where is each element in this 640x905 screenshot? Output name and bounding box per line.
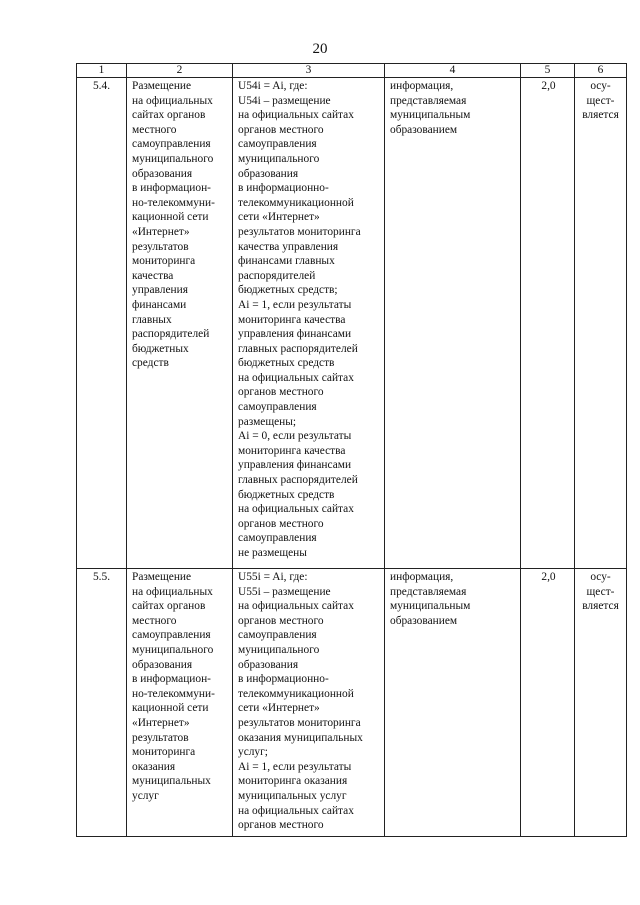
text-line: образования [238, 167, 299, 180]
text-line: на официальных сайтах [238, 600, 354, 613]
text-line: финансами главных [238, 255, 335, 268]
text-line: распорядителей [238, 269, 316, 282]
text-line: органов местного [238, 819, 324, 832]
row-number: 5.5. [77, 569, 127, 837]
text-line: Ai = 1, если результаты [238, 760, 352, 773]
criteria-table [76, 63, 627, 837]
text-line: управления финансами [238, 328, 352, 341]
text-line: самоуправления [132, 138, 211, 151]
text-line: главных [132, 313, 172, 326]
text-line: в информацион- [132, 673, 211, 686]
text-line: муниципального [238, 643, 320, 656]
text-line: бюджетных [132, 342, 189, 355]
text-line: но-телекоммуни- [132, 687, 215, 700]
text-line: главных распорядителей [238, 474, 358, 487]
column-header: 2 [127, 64, 233, 78]
calculation-formula [233, 569, 385, 837]
implementation-status [575, 569, 627, 837]
text-line: U54i – размещение [238, 94, 331, 107]
text-line: Ai = 1, если результаты [238, 298, 352, 311]
text-line: муниципальных услуг [238, 789, 347, 802]
text-line: органов местного [238, 614, 324, 627]
page-number: 20 [312, 41, 328, 57]
text-line: муниципального [238, 152, 320, 165]
text-line: муниципальным [390, 600, 471, 613]
text-line: управления [132, 284, 188, 297]
text-line: сети «Интернет» [238, 702, 320, 715]
text-line: информация, [390, 571, 454, 583]
text-line: мониторинга [132, 746, 196, 759]
text-line: образования [132, 167, 193, 180]
data-source [385, 78, 521, 569]
text-line: U54i = Ai, где: [238, 80, 308, 92]
text-line: органов местного [238, 517, 324, 530]
text-line: представляемая [390, 94, 467, 107]
text-line: мониторинга [132, 255, 196, 268]
column-header: 3 [233, 64, 385, 78]
text-line: щест- [586, 94, 615, 107]
implementation-status [575, 78, 627, 569]
data-source [385, 569, 521, 837]
text-line: осу- [590, 80, 611, 92]
text-line: муниципальных [132, 775, 211, 788]
text-line: муниципального [132, 643, 214, 656]
text-line: муниципальным [390, 109, 471, 122]
calculation-formula [233, 78, 385, 569]
table-row [77, 569, 627, 837]
text-line: кационной сети [132, 702, 209, 715]
text-line: но-телекоммуни- [132, 196, 215, 209]
text-line: самоуправления [238, 532, 317, 545]
text-line: муниципального [132, 152, 214, 165]
text-line: качества управления [238, 240, 339, 253]
text-line: щест- [586, 585, 615, 598]
column-header: 4 [385, 64, 521, 78]
text-line: мониторинга качества [238, 313, 346, 326]
text-line: в информационно- [238, 182, 329, 195]
text-line: бюджетных средств [238, 357, 335, 370]
text-line: качества [132, 269, 174, 282]
column-header: 6 [575, 64, 627, 78]
text-line: местного [132, 614, 177, 627]
text-line: самоуправления [238, 629, 317, 642]
text-line: образованием [390, 614, 458, 627]
text-line: мониторинга качества [238, 444, 346, 457]
text-line: телекоммуникационной [238, 687, 354, 700]
text-line: бюджетных средств [238, 488, 335, 501]
text-line: местного [132, 123, 177, 136]
text-line: услуг; [238, 746, 268, 759]
column-header: 5 [521, 64, 575, 78]
text-line: главных распорядителей [238, 342, 358, 355]
text-line: финансами [132, 298, 187, 311]
text-line: размещены; [238, 415, 297, 428]
table-row [77, 78, 627, 569]
text-line: на официальных сайтах [238, 804, 354, 817]
text-line: на официальных сайтах [238, 371, 354, 384]
text-line: самоуправления [238, 401, 317, 414]
text-line: телекоммуникационной [238, 196, 354, 209]
text-line: не размещены [238, 547, 307, 559]
text-line: кационной сети [132, 211, 209, 224]
text-line: результатов мониторинга [238, 716, 361, 729]
text-line: на официальных [132, 585, 213, 598]
table-header-row [77, 64, 627, 78]
text-line: сайтах органов [132, 600, 206, 613]
text-line: образования [238, 658, 299, 671]
text-line: сети «Интернет» [238, 211, 320, 224]
text-line: Размещение [132, 571, 192, 583]
text-line: оказания [132, 760, 176, 773]
text-line: в информацион- [132, 182, 211, 195]
text-line: оказания муниципальных [238, 731, 363, 744]
text-line: сайтах органов [132, 109, 206, 122]
text-line: образования [132, 658, 193, 671]
text-line: в информационно- [238, 673, 329, 686]
text-line: результатов [132, 731, 189, 744]
text-line: «Интернет» [132, 716, 190, 729]
text-line: органов местного [238, 123, 324, 136]
text-line: органов местного [238, 386, 324, 399]
text-line: осу- [590, 571, 611, 583]
text-line: информация, [390, 80, 454, 92]
indicator-name [127, 78, 233, 569]
text-line: бюджетных средств; [238, 284, 338, 297]
column-header: 1 [77, 64, 127, 78]
text-line: представляемая [390, 585, 467, 598]
weight-value: 2,0 [521, 78, 575, 569]
text-line: Ai = 0, если результаты [238, 430, 352, 443]
indicator-name [127, 569, 233, 837]
text-line: вляется [582, 600, 619, 613]
text-line: услуг [132, 789, 159, 802]
text-line: мониторинга оказания [238, 775, 348, 788]
text-line: «Интернет» [132, 225, 190, 238]
text-line: U55i = Ai, где: [238, 571, 308, 583]
text-line: результатов [132, 240, 189, 253]
text-line: средств [132, 357, 169, 370]
text-line: самоуправления [132, 629, 211, 642]
weight-value: 2,0 [521, 569, 575, 837]
text-line: самоуправления [238, 138, 317, 151]
row-number: 5.4. [77, 78, 127, 569]
text-line: управления финансами [238, 459, 352, 472]
text-line: Размещение [132, 80, 192, 92]
text-line: вляется [582, 109, 619, 122]
text-line: образованием [390, 123, 458, 136]
text-line: на официальных [132, 94, 213, 107]
text-line: на официальных сайтах [238, 503, 354, 516]
text-line: U55i – размещение [238, 585, 331, 598]
text-line: результатов мониторинга [238, 225, 361, 238]
text-line: распорядителей [132, 328, 210, 341]
text-line: на официальных сайтах [238, 109, 354, 122]
